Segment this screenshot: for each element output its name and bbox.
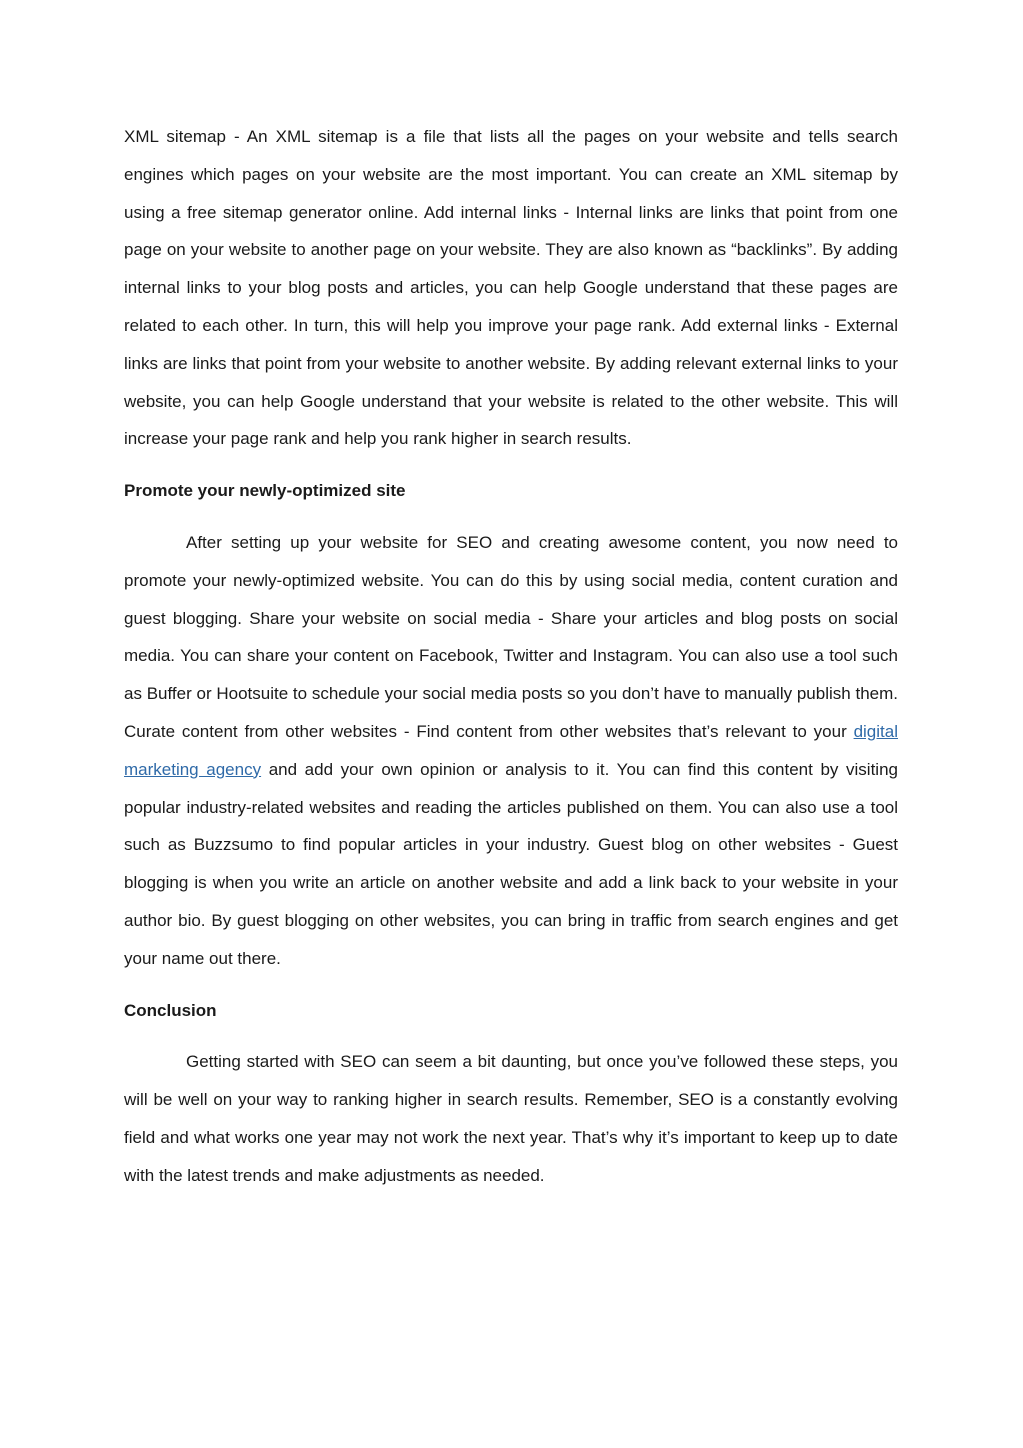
paragraph-conclusion: Getting started with SEO can seem a bit daunting, but once you’ve followed these steps, you will be well on your way to ranking higher in search results. Remember, SEO is a constantly evolving field and what works one year may not work the next year. That’s why it’s important to keep up to date with the latest trends and make adjustments as needed.: [124, 1052, 898, 1185]
document-page: [124, 118, 898, 1195]
heading-conclusion: Conclusion: [124, 1000, 217, 1020]
digital-marketing-agency-link[interactable]: digital marketing agency: [124, 721, 898, 779]
paragraph-promote-text-before: After setting up your website for SEO and creating awesome content, you now need to promote your newly-optimized website. You can do this by using social media, content curation and guest blogging. Share your website on social media - Share your articles and blog posts on social media. You can share your content on Facebook, Twitter and Instagram. You can also use a tool such as Buffer or Hootsuite to schedule your social media posts so you don’t have to manually publish them. Curate content from other websites - Find content from other websites that’s relevant to your: [124, 532, 898, 741]
paragraph-xml-sitemap: XML sitemap - An XML sitemap is a file that lists all the pages on your website and tells search engines which pages on your website are the most important. You can create an XML sitemap by using a free sitemap generator online. Add internal links - Internal links are links that point from one page on your website to another page on your website. They are also known as “backlinks”. By adding internal links to your blog posts and articles, you can help Google understand that these pages are related to each other. In turn, this will help you improve your page rank. Add external links - External links are links that point from your website to another website. By adding relevant external links to your website, you can help Google understand that your website is related to the other website. This will increase your page rank and help you rank higher in search results.: [124, 127, 898, 449]
paragraph-promote: [124, 524, 898, 978]
paragraph-promote-text-after: and add your own opinion or analysis to it. You can find this content by visiting popular industry-related websites and reading the articles published on them. You can also use a tool such as Buzzsumo to find popular articles in your industry. Guest blog on other websites - Guest blogging is when you write an article on another website and add a link back to your website in your author bio. By guest blogging on other websites, you can bring in traffic from search engines and get your name out there.: [124, 759, 898, 968]
heading-promote-site: Promote your newly-optimized site: [124, 481, 406, 501]
